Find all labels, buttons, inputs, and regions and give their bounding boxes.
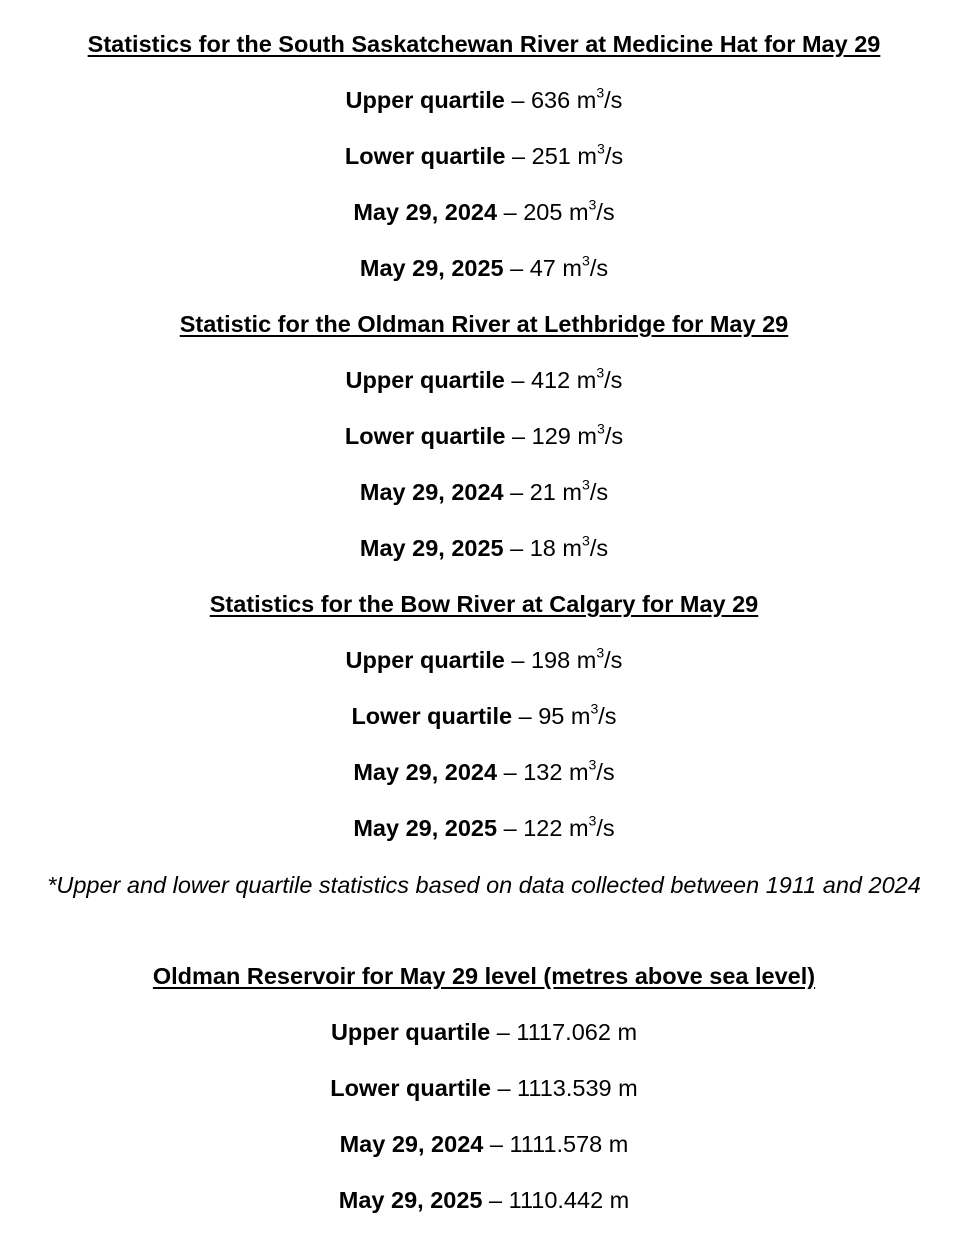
stat-label: May 29, 2025 — [359, 255, 504, 281]
stat-value: – 1110.442 m — [482, 1187, 630, 1213]
stat-label: May 29, 2024 — [359, 479, 504, 505]
stat-label: May 29, 2024 — [353, 199, 498, 225]
unit-exponent: 3 — [590, 700, 599, 717]
unit-tail: /s — [604, 143, 624, 169]
stat-value: – 21 m — [503, 479, 582, 505]
unit-exponent: 3 — [581, 252, 590, 269]
stat-row — [0, 1073, 968, 1129]
stat-row — [0, 757, 968, 813]
stat-value: – 129 m — [505, 423, 597, 449]
stat-label: Upper quartile — [330, 1019, 491, 1045]
stat-row — [0, 701, 968, 757]
stat-label: Lower quartile — [330, 1075, 491, 1101]
stat-row — [0, 813, 968, 869]
stat-row — [0, 1017, 968, 1073]
stat-value: – 132 m — [497, 759, 589, 785]
stat-label: May 29, 2024 — [353, 759, 498, 785]
stat-label: May 29, 2024 — [339, 1131, 484, 1157]
stat-row — [0, 645, 968, 701]
unit-tail: /s — [598, 703, 617, 729]
stat-label: May 29, 2025 — [359, 535, 504, 561]
stat-label: Upper quartile — [345, 87, 505, 113]
unit-exponent: 3 — [588, 756, 597, 773]
unit-exponent: 3 — [581, 476, 590, 493]
stat-value: – 47 m — [503, 255, 582, 281]
stat-value: – 636 m — [504, 87, 597, 113]
stat-value: – 198 m — [504, 647, 597, 673]
unit-exponent: 3 — [588, 196, 597, 213]
stat-label: Lower quartile — [344, 423, 506, 449]
stat-row — [0, 533, 968, 589]
unit-exponent: 3 — [596, 644, 605, 661]
stat-row — [0, 85, 968, 141]
stat-value: – 95 m — [512, 703, 591, 729]
unit-exponent: 3 — [596, 364, 605, 381]
unit-tail: /s — [604, 87, 623, 113]
stat-row — [0, 365, 968, 421]
stat-row — [0, 1129, 968, 1185]
stat-row — [0, 253, 968, 309]
stat-value: – 412 m — [504, 367, 597, 393]
stat-label: Upper quartile — [345, 647, 505, 673]
stat-label: Lower quartile — [344, 143, 506, 169]
stat-label: Upper quartile — [345, 367, 505, 393]
stat-value: – 122 m — [497, 815, 589, 841]
unit-tail: /s — [604, 423, 624, 449]
section-heading-oldman-reservoir: Oldman Reservoir for May 29 level (metres above sea level) — [152, 963, 816, 989]
unit-tail: /s — [604, 647, 623, 673]
stat-label: Lower quartile — [351, 703, 513, 729]
stat-label: May 29, 2025 — [338, 1187, 483, 1213]
unit-tail: /s — [589, 479, 609, 505]
stat-row — [0, 421, 968, 477]
stat-row — [0, 141, 968, 197]
unit-exponent: 3 — [596, 140, 605, 157]
unit-exponent: 3 — [596, 420, 605, 437]
stat-value: – 251 m — [505, 143, 597, 169]
unit-exponent: 3 — [581, 532, 590, 549]
unit-tail: /s — [589, 535, 609, 561]
unit-tail: /s — [604, 367, 623, 393]
unit-tail: /s — [589, 255, 609, 281]
stat-row — [0, 1185, 968, 1241]
stat-label: May 29, 2025 — [353, 815, 498, 841]
unit-exponent: 3 — [596, 84, 605, 101]
stat-value: – 1111.578 m — [483, 1131, 629, 1157]
stat-row — [0, 477, 968, 533]
stat-value: – 1117.062 m — [490, 1019, 638, 1045]
unit-exponent: 3 — [588, 812, 597, 829]
stat-row — [0, 197, 968, 253]
unit-tail: /s — [596, 759, 615, 785]
stat-value: – 205 m — [497, 199, 589, 225]
unit-tail: /s — [596, 815, 615, 841]
unit-tail: /s — [596, 199, 615, 225]
stat-value: – 1113.539 m — [490, 1075, 638, 1101]
section-heading-calgary: Statistics for the Bow River at Calgary for May 29 — [209, 591, 759, 617]
section-heading-medicine-hat: Statistics for the South Saskatchewan River at Medicine Hat for May 29 — [87, 31, 881, 57]
section-heading-lethbridge: Statistic for the Oldman River at Lethbridge for May 29 — [179, 311, 789, 337]
quartile-footnote: *Upper and lower quartile statistics based on data collected between 1911 and 2024 — [47, 872, 921, 898]
stat-value: – 18 m — [503, 535, 582, 561]
